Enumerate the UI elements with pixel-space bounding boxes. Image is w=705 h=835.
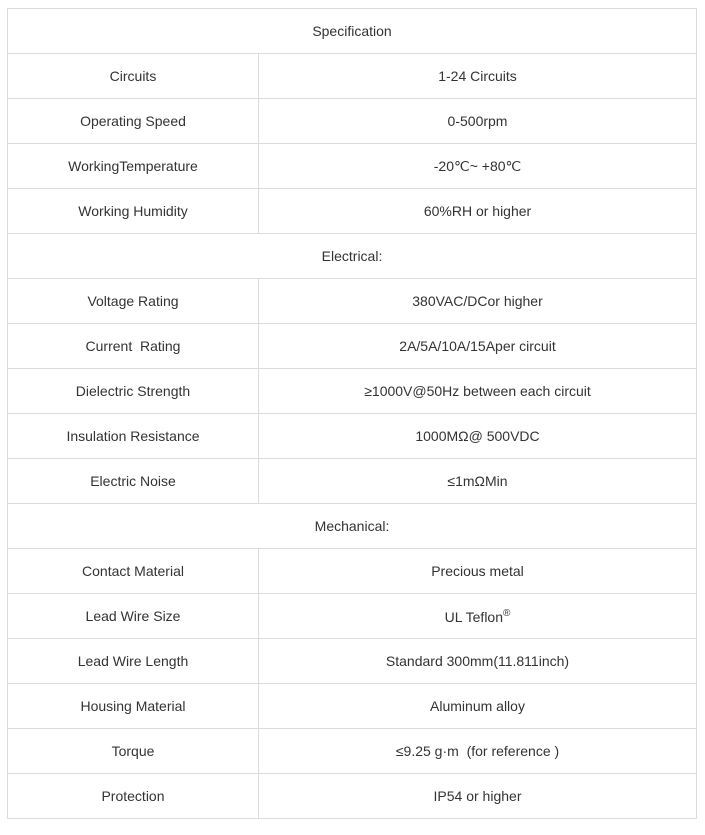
spec-row bbox=[8, 549, 697, 594]
spec-label: Dielectric Strength bbox=[8, 369, 259, 414]
spec-value bbox=[259, 549, 697, 594]
spec-value-text: 1000MΩ@ 500VDC bbox=[415, 428, 540, 444]
spec-value bbox=[259, 54, 697, 99]
spec-label: Voltage Rating bbox=[8, 279, 259, 324]
spec-row bbox=[8, 459, 697, 504]
spec-value-text: Aluminum alloy bbox=[430, 698, 525, 714]
spec-value-text: 1-24 Circuits bbox=[438, 68, 517, 84]
spec-value-text: 0-500rpm bbox=[447, 113, 508, 129]
spec-value-text: Standard 300mm(11.811inch) bbox=[385, 653, 570, 669]
section-header-row bbox=[8, 9, 697, 54]
spec-row bbox=[8, 54, 697, 99]
spec-value bbox=[259, 414, 697, 459]
section-header: Electrical: bbox=[8, 234, 697, 279]
spec-value-text: 2A/5A/10A/15Aper circuit bbox=[399, 338, 556, 354]
spec-value-text: ≥1000V@50Hz between each circuit bbox=[364, 383, 591, 399]
spec-value-text: Precious metal bbox=[431, 563, 524, 579]
spec-value-text: IP54 or higher bbox=[433, 788, 522, 804]
spec-value bbox=[259, 324, 697, 369]
spec-label: Working Humidity bbox=[8, 189, 259, 234]
spec-label: Housing Material bbox=[8, 684, 259, 729]
spec-value bbox=[259, 684, 697, 729]
spec-row bbox=[8, 639, 697, 684]
spec-value-text: 380VAC/DCor higher bbox=[412, 293, 543, 309]
spec-value bbox=[259, 99, 697, 144]
spec-value bbox=[259, 729, 697, 774]
spec-row bbox=[8, 144, 697, 189]
spec-row bbox=[8, 684, 697, 729]
specification-table bbox=[7, 8, 697, 819]
spec-value-text: UL Teflon bbox=[444, 608, 503, 625]
spec-row bbox=[8, 414, 697, 459]
section-header-row bbox=[8, 504, 697, 549]
spec-value-text: -20℃~ +80℃ bbox=[433, 157, 522, 174]
spec-value-text: ≤9.25 g·m (for reference ) bbox=[395, 743, 560, 759]
spec-value bbox=[259, 639, 697, 684]
specification-table-body bbox=[8, 9, 697, 819]
spec-label: Protection bbox=[8, 774, 259, 819]
spec-row bbox=[8, 369, 697, 414]
spec-value-text: 60%RH or higher bbox=[423, 203, 532, 219]
spec-value-text: ≤1mΩMin bbox=[447, 473, 508, 489]
spec-value bbox=[259, 189, 697, 234]
spec-label: Torque bbox=[8, 729, 259, 774]
spec-row bbox=[8, 594, 697, 639]
spec-label: Lead Wire Length bbox=[8, 639, 259, 684]
spec-row bbox=[8, 99, 697, 144]
spec-value bbox=[259, 144, 697, 189]
section-header: Mechanical: bbox=[8, 504, 697, 549]
section-header: Specification bbox=[8, 9, 697, 54]
spec-row bbox=[8, 729, 697, 774]
spec-label: Electric Noise bbox=[8, 459, 259, 504]
spec-row bbox=[8, 324, 697, 369]
spec-value bbox=[259, 369, 697, 414]
spec-row bbox=[8, 774, 697, 819]
spec-value bbox=[259, 594, 697, 639]
registered-mark: ® bbox=[503, 607, 511, 619]
spec-value bbox=[259, 279, 697, 324]
spec-row bbox=[8, 279, 697, 324]
spec-label: Circuits bbox=[8, 54, 259, 99]
spec-label: WorkingTemperature bbox=[8, 144, 259, 189]
spec-label: Contact Material bbox=[8, 549, 259, 594]
spec-label: Current Rating bbox=[8, 324, 259, 369]
spec-label: Insulation Resistance bbox=[8, 414, 259, 459]
spec-value bbox=[259, 459, 697, 504]
spec-label: Lead Wire Size bbox=[8, 594, 259, 639]
spec-label: Operating Speed bbox=[8, 99, 259, 144]
spec-value bbox=[259, 774, 697, 819]
spec-row bbox=[8, 189, 697, 234]
section-header-row bbox=[8, 234, 697, 279]
